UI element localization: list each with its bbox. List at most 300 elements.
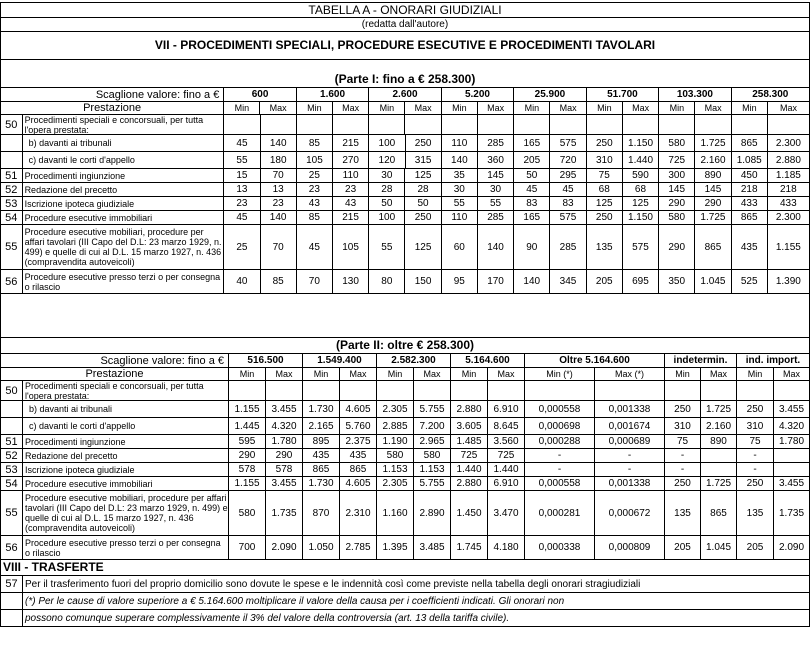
table-row bbox=[0, 435, 810, 449]
row-value: 2.160 bbox=[695, 152, 731, 168]
row-index bbox=[1, 418, 23, 434]
part1-bracket-header: 5.200 bbox=[442, 88, 514, 101]
row-index bbox=[1, 135, 23, 151]
row-value: 1.155 bbox=[229, 401, 266, 417]
row-value: 285 bbox=[550, 225, 586, 269]
row-value: 435 bbox=[732, 225, 768, 269]
row-value: 250 bbox=[587, 211, 623, 224]
part1-bracket-header: 51.700 bbox=[587, 88, 659, 101]
row-value: 45 bbox=[514, 183, 550, 196]
row-value: 1.050 bbox=[303, 536, 340, 559]
row-value: 28 bbox=[405, 183, 441, 196]
row-value: 725 bbox=[659, 152, 695, 168]
row-value: 0,001338 bbox=[595, 401, 665, 417]
row-value: 578 bbox=[229, 463, 266, 476]
part2-bracket-row bbox=[0, 354, 810, 368]
row-value: - bbox=[665, 449, 701, 462]
part1-title: (Parte I: fino a € 258.300) bbox=[334, 72, 476, 86]
row-value: 1.745 bbox=[451, 536, 488, 559]
row-value bbox=[701, 449, 737, 462]
row-value: 2.090 bbox=[778, 542, 805, 553]
row-value: - bbox=[525, 449, 595, 462]
row-value: 7.200 bbox=[414, 418, 451, 434]
row-value: 43 bbox=[297, 197, 333, 210]
row-label: b) davanti ai tribunali bbox=[23, 401, 229, 417]
row-value: 2.300 bbox=[775, 137, 801, 149]
row-value bbox=[774, 463, 809, 476]
row-label: Iscrizione ipoteca giudiziale bbox=[23, 463, 229, 476]
row-value: 55 bbox=[478, 197, 514, 210]
row-label: Redazione del precetto bbox=[23, 183, 225, 196]
row-value: 1.725 bbox=[695, 211, 731, 224]
row-value: 580 bbox=[229, 491, 266, 535]
row-value: 140 bbox=[514, 270, 550, 293]
part1-minmax-header: Min bbox=[369, 102, 405, 114]
row-value bbox=[297, 115, 333, 134]
row-value: 4.180 bbox=[488, 536, 525, 559]
part1-scaglione-label: Scaglione valore: fino a € bbox=[1, 88, 224, 101]
row-value: 0,000338 bbox=[525, 536, 595, 559]
row-value: 3.455 bbox=[778, 478, 805, 489]
subtitle-row bbox=[0, 18, 810, 32]
row-value: 310 bbox=[587, 152, 623, 168]
row-value: 140 bbox=[478, 225, 514, 269]
row-value bbox=[659, 115, 695, 134]
part1-minmax-header: Max bbox=[260, 102, 296, 114]
row-value: 218 bbox=[732, 183, 768, 196]
row-value: 4.605 bbox=[340, 401, 377, 417]
section8-title-row bbox=[0, 560, 810, 576]
row-value: 215 bbox=[333, 211, 369, 224]
part1-minmax-header: Min bbox=[514, 102, 550, 114]
title-row bbox=[0, 2, 810, 18]
row-value: 1.190 bbox=[377, 435, 414, 448]
row-value: 1.725 bbox=[701, 401, 737, 417]
section-title: VII - PROCEDIMENTI SPECIALI, PROCEDURE ESECUTIVE E PROCEDIMENTI TAVOLARI bbox=[154, 38, 656, 52]
row-value: 95 bbox=[442, 270, 478, 293]
row-value: 80 bbox=[369, 270, 405, 293]
row-value: 60 bbox=[442, 225, 478, 269]
row-value: 68 bbox=[623, 183, 659, 196]
part2-minmax-header: Max (*) bbox=[595, 368, 665, 380]
row-value bbox=[303, 381, 340, 400]
footnote-line-1: (*) Per le cause di valore superiore a € 5.164.600 moltiplicare il valore della causa per i coefficienti indicati. Gli onorari non bbox=[25, 595, 565, 607]
row-value bbox=[478, 115, 514, 134]
row-value: 0,000809 bbox=[595, 536, 665, 559]
row-value: 1.445 bbox=[229, 418, 266, 434]
row-value: 135 bbox=[665, 491, 701, 535]
table-row bbox=[0, 197, 810, 211]
row-value: 8.645 bbox=[488, 418, 525, 434]
row-value: 250 bbox=[405, 211, 441, 224]
row-value bbox=[587, 115, 623, 134]
row-value: 4.605 bbox=[340, 477, 377, 490]
row-value: 865 bbox=[701, 491, 737, 535]
part2-bracket-header: 5.164.600 bbox=[451, 354, 525, 367]
row-value bbox=[261, 115, 297, 134]
row-value bbox=[451, 381, 488, 400]
part2-minmax-header: Max bbox=[340, 368, 377, 380]
row-value: 1.780 bbox=[778, 436, 805, 447]
row-value: 0,000281 bbox=[525, 491, 595, 535]
part1-bracket-header: 25.900 bbox=[514, 88, 586, 101]
row-label: b) davanti ai tribunali bbox=[23, 135, 225, 151]
row-value: - bbox=[525, 463, 595, 476]
row-value: 345 bbox=[550, 270, 586, 293]
row-value: 105 bbox=[333, 225, 369, 269]
row-value: 450 bbox=[732, 169, 768, 182]
row-value: 1.440 bbox=[451, 463, 488, 476]
row-value: 3.560 bbox=[488, 435, 525, 448]
row-value bbox=[774, 381, 809, 400]
row-value: 580 bbox=[659, 135, 695, 151]
row-value: 150 bbox=[405, 270, 441, 293]
part2-bracket-header: 1.549.400 bbox=[303, 354, 377, 367]
row-value: 1.045 bbox=[695, 270, 731, 293]
row-value: - bbox=[665, 463, 701, 476]
row-value: 290 bbox=[659, 197, 695, 210]
row-value: 3.470 bbox=[488, 491, 525, 535]
row-value: 35 bbox=[442, 169, 478, 182]
row-value: 5.755 bbox=[414, 401, 451, 417]
row-value: 2.785 bbox=[340, 536, 377, 559]
part2-minmax-header: Max bbox=[266, 368, 303, 380]
row-value: 75 bbox=[737, 435, 774, 448]
part1-minmax-header: Min bbox=[224, 102, 260, 114]
row-value: 70 bbox=[261, 225, 297, 269]
row-value: 218 bbox=[780, 184, 797, 195]
row-value: 83 bbox=[514, 197, 550, 210]
row-value: 580 bbox=[414, 449, 451, 462]
part2-minmax-header: Max bbox=[414, 368, 451, 380]
row-value: 1.440 bbox=[623, 152, 659, 168]
row-value: 435 bbox=[303, 449, 340, 462]
tabella-a-sheet bbox=[0, 2, 810, 627]
row-value: 23 bbox=[333, 183, 369, 196]
row-value: 1.153 bbox=[414, 463, 451, 476]
row-value: 590 bbox=[623, 169, 659, 182]
row-value: 250 bbox=[737, 401, 774, 417]
part2-minmax-header: Min bbox=[451, 368, 488, 380]
row-value: 140 bbox=[261, 211, 297, 224]
row-value: 360 bbox=[478, 152, 514, 168]
row-label: Procedure esecutive presso terzi o per consegna o rilascio bbox=[23, 270, 225, 293]
row-value: 1.730 bbox=[303, 401, 340, 417]
row-value bbox=[623, 115, 659, 134]
row-index: 53 bbox=[1, 197, 23, 210]
row-value: 23 bbox=[297, 183, 333, 196]
part2-minmax-header: Max bbox=[701, 368, 737, 380]
row-value: 25 bbox=[224, 225, 260, 269]
row-value bbox=[405, 115, 441, 134]
row-label: Procedimenti ingiunzione bbox=[23, 435, 229, 448]
row-value: 580 bbox=[377, 449, 414, 462]
row-value bbox=[595, 381, 665, 400]
row-value: 110 bbox=[442, 135, 478, 151]
row-value: 55 bbox=[442, 197, 478, 210]
row-value: 15 bbox=[224, 169, 260, 182]
row-value: 0,001338 bbox=[595, 477, 665, 490]
row-value: 6.910 bbox=[488, 401, 525, 417]
row-value: 125 bbox=[405, 169, 441, 182]
part1-bracket-header: 103.300 bbox=[659, 88, 731, 101]
row-value: 30 bbox=[442, 183, 478, 196]
row-value bbox=[514, 115, 550, 134]
row-value: 295 bbox=[550, 169, 586, 182]
row-value bbox=[550, 115, 586, 134]
row-value: 1.085 bbox=[732, 152, 768, 168]
row-value: - bbox=[595, 449, 665, 462]
row-value: 870 bbox=[303, 491, 340, 535]
row-value: 125 bbox=[623, 197, 659, 210]
row-value: 205 bbox=[514, 152, 550, 168]
row-value: 2.880 bbox=[775, 154, 801, 166]
table-row bbox=[0, 536, 810, 560]
row-value: 285 bbox=[478, 135, 514, 151]
row-value: 70 bbox=[261, 169, 297, 182]
part2-table bbox=[0, 338, 810, 560]
part2-minmax-header: Min bbox=[665, 368, 701, 380]
row-value: 1.725 bbox=[701, 477, 737, 490]
row-value bbox=[333, 115, 369, 134]
table-row bbox=[0, 169, 810, 183]
row-value: 0,000288 bbox=[525, 435, 595, 448]
spacer-row bbox=[0, 60, 810, 72]
row-value bbox=[732, 115, 768, 134]
row-value: 180 bbox=[261, 152, 297, 168]
row-value: 250 bbox=[737, 477, 774, 490]
row-value: 285 bbox=[478, 211, 514, 224]
section-title-row bbox=[0, 32, 810, 60]
row-value: 250 bbox=[406, 135, 442, 151]
row-index: 52 bbox=[1, 449, 23, 462]
row-value: 45 bbox=[224, 135, 260, 151]
row-value: 2.965 bbox=[414, 435, 451, 448]
row-value: 350 bbox=[659, 270, 695, 293]
row-value: 3.605 bbox=[451, 418, 488, 434]
row-value: 865 bbox=[732, 135, 768, 151]
part2-scaglione-label: Scaglione valore: fino a € bbox=[1, 354, 229, 367]
row-index: 55 bbox=[1, 225, 23, 269]
row-value: 28 bbox=[369, 183, 405, 196]
footnote-spacer bbox=[1, 593, 23, 609]
row-value: 725 bbox=[488, 449, 525, 462]
row-index bbox=[1, 401, 23, 417]
section8-row bbox=[0, 576, 810, 593]
row-value: 1.735 bbox=[778, 507, 805, 519]
row-value: 90 bbox=[514, 225, 550, 269]
part1-minmax-header: Max bbox=[333, 102, 369, 114]
row-value: 3.455 bbox=[778, 403, 805, 415]
row-value: 1.160 bbox=[377, 491, 414, 535]
row-value: 3.455 bbox=[266, 477, 303, 490]
section8-index: 57 bbox=[1, 576, 23, 592]
row-index: 50 bbox=[1, 115, 23, 134]
part1-minmax-header: Max bbox=[405, 102, 441, 114]
row-value: 575 bbox=[623, 225, 659, 269]
part2-minmax-header: Min bbox=[377, 368, 414, 380]
row-value: 13 bbox=[261, 183, 297, 196]
part2-bracket-header: ind. import. bbox=[745, 355, 801, 366]
part2-title: (Parte II: oltre € 258.300) bbox=[335, 338, 475, 352]
section8-text: Per il trasferimento fuori del proprio domicilio sono dovute le spese e le indennità così come previste nella tabella degli onorari stragiudiziali bbox=[25, 578, 641, 590]
part2-prestazione-label: Prestazione bbox=[1, 368, 229, 380]
row-index: 56 bbox=[1, 270, 23, 293]
row-value: 2.090 bbox=[266, 536, 303, 559]
part1-minmax-header: Min bbox=[587, 102, 623, 114]
part1-prestazione-label: Prestazione bbox=[1, 102, 224, 114]
row-value: 125 bbox=[587, 197, 623, 210]
row-label: Procedimenti ingiunzione bbox=[23, 169, 225, 182]
row-value bbox=[442, 115, 478, 134]
row-value: 100 bbox=[369, 135, 405, 151]
part1-minmax-header: Max bbox=[623, 102, 659, 114]
row-value: 45 bbox=[550, 183, 586, 196]
row-value: 290 bbox=[266, 449, 303, 462]
row-value: 1.725 bbox=[695, 135, 731, 151]
footnote-row-1 bbox=[0, 593, 810, 610]
page-title: TABELLA A - ONORARI GIUDIZIALI bbox=[308, 3, 502, 17]
row-value: 1.155 bbox=[775, 241, 801, 253]
row-value: 110 bbox=[442, 211, 478, 224]
row-value: 75 bbox=[587, 169, 623, 182]
row-value: 1.735 bbox=[266, 491, 303, 535]
row-value: 125 bbox=[405, 225, 441, 269]
row-value: 5.760 bbox=[340, 418, 377, 434]
row-value: 575 bbox=[550, 211, 586, 224]
row-value: 0,000672 bbox=[595, 491, 665, 535]
part1-minmax-header: Max bbox=[695, 102, 731, 114]
row-value: 310 bbox=[665, 418, 701, 434]
part2-bracket-header: 516.500 bbox=[229, 354, 303, 367]
row-value: 580 bbox=[659, 211, 695, 224]
row-value: 3.485 bbox=[414, 536, 451, 559]
row-value: 2.165 bbox=[303, 418, 340, 434]
row-value: 85 bbox=[297, 135, 333, 151]
row-value: 1.780 bbox=[266, 435, 303, 448]
row-value: 290 bbox=[659, 225, 695, 269]
row-value: 23 bbox=[224, 197, 260, 210]
row-value bbox=[377, 381, 414, 400]
row-value: 725 bbox=[451, 449, 488, 462]
part2-minmax-header: Min bbox=[229, 368, 266, 380]
row-value: 205 bbox=[665, 536, 701, 559]
row-value: 695 bbox=[623, 270, 659, 293]
table-row bbox=[0, 115, 810, 135]
row-value: 105 bbox=[297, 152, 333, 168]
table-row bbox=[0, 401, 810, 418]
row-label: Procedure esecutive presso terzi o per consegna o rilascio bbox=[23, 536, 229, 559]
footnote-line-2: possono comunque superare complessivamente il 3% del valore della controversia (art. 13 della tariffa civile). bbox=[25, 612, 510, 624]
table-row bbox=[0, 183, 810, 197]
row-index: 53 bbox=[1, 463, 23, 476]
row-value: 1.390 bbox=[775, 276, 801, 287]
row-index: 50 bbox=[1, 381, 23, 400]
part1-minmax-header: Min bbox=[297, 102, 333, 114]
row-index: 54 bbox=[1, 477, 23, 490]
part2-minmax-header: Max bbox=[488, 368, 525, 380]
row-label: Procedure esecutive mobiliari, procedure per affari tavolari (III Capo del D.L: 23 marzo 1929, n. 499) e quelle di cui al D.L. 15 marzo 1927, n. 436 (compravendita autoveicoli) bbox=[25, 493, 228, 533]
row-index bbox=[1, 152, 23, 168]
row-value: 145 bbox=[695, 183, 731, 196]
row-value: 1.185 bbox=[775, 170, 801, 181]
row-value: 68 bbox=[587, 183, 623, 196]
row-value: 865 bbox=[695, 225, 731, 269]
row-label: Procedure esecutive immobiliari bbox=[23, 477, 229, 490]
row-value bbox=[701, 463, 737, 476]
row-value bbox=[224, 115, 260, 134]
table-row bbox=[0, 418, 810, 435]
row-value: 890 bbox=[695, 169, 731, 182]
row-value: 40 bbox=[224, 270, 260, 293]
footnote-spacer bbox=[1, 610, 23, 626]
part1-minmax-header: Min bbox=[659, 102, 695, 114]
row-value: 100 bbox=[369, 211, 405, 224]
row-value: 1.155 bbox=[229, 477, 266, 490]
row-value: 1.440 bbox=[488, 463, 525, 476]
row-value: 720 bbox=[550, 152, 586, 168]
row-value: 43 bbox=[333, 197, 369, 210]
part-gap bbox=[0, 294, 810, 338]
part2-minmax-header: Max bbox=[782, 369, 800, 379]
row-value: 895 bbox=[303, 435, 340, 448]
part2-title-row bbox=[0, 338, 810, 354]
table-row bbox=[0, 270, 810, 294]
row-value: 865 bbox=[732, 211, 768, 224]
row-value bbox=[774, 449, 809, 462]
row-label: Procedure esecutive mobiliari, procedure per affari tavolari (III Capo del D.L: 23 marzo 1929, n. 499) e quelle di cui al D.L. 15 marzo 1927, n. 436 (compravendita autoveicoli) bbox=[23, 225, 225, 269]
table-row bbox=[0, 477, 810, 491]
row-value: 110 bbox=[333, 169, 369, 182]
part1-minmax-header: Min bbox=[732, 102, 768, 114]
row-value: 2.890 bbox=[414, 491, 451, 535]
row-value: 55 bbox=[369, 225, 405, 269]
row-value: 2.305 bbox=[377, 477, 414, 490]
row-value bbox=[414, 381, 451, 400]
row-value: 250 bbox=[665, 401, 701, 417]
row-value: 140 bbox=[261, 135, 297, 151]
row-value: 30 bbox=[369, 169, 405, 182]
row-label: c) davanti le corti d'appello bbox=[23, 418, 229, 434]
row-value: 120 bbox=[369, 152, 405, 168]
row-value: 865 bbox=[340, 463, 377, 476]
row-value: 205 bbox=[587, 270, 623, 293]
row-value bbox=[488, 381, 525, 400]
row-index: 52 bbox=[1, 183, 23, 196]
row-value: 25 bbox=[297, 169, 333, 182]
row-index: 55 bbox=[1, 491, 23, 535]
row-value: 435 bbox=[340, 449, 377, 462]
row-value bbox=[695, 115, 731, 134]
row-value: 13 bbox=[224, 183, 260, 196]
row-value: 75 bbox=[665, 435, 701, 448]
row-value: 5.755 bbox=[414, 477, 451, 490]
row-value: 310 bbox=[737, 418, 774, 434]
table-row bbox=[0, 225, 810, 270]
row-label: Procedure esecutive immobiliari bbox=[23, 211, 225, 224]
row-value: 50 bbox=[514, 169, 550, 182]
row-value: 1.450 bbox=[451, 491, 488, 535]
row-value: 135 bbox=[737, 491, 774, 535]
row-value: 3.455 bbox=[266, 401, 303, 417]
row-value: 145 bbox=[659, 183, 695, 196]
row-value: 0,000689 bbox=[595, 435, 665, 448]
row-value: 85 bbox=[261, 270, 297, 293]
row-index: 51 bbox=[1, 169, 23, 182]
row-label: Procedimenti speciali e concorsuali, per tutta l'opera prestata: bbox=[23, 381, 229, 400]
row-value: 1.150 bbox=[623, 135, 659, 151]
part2-bracket-header: indetermin. bbox=[665, 354, 737, 367]
